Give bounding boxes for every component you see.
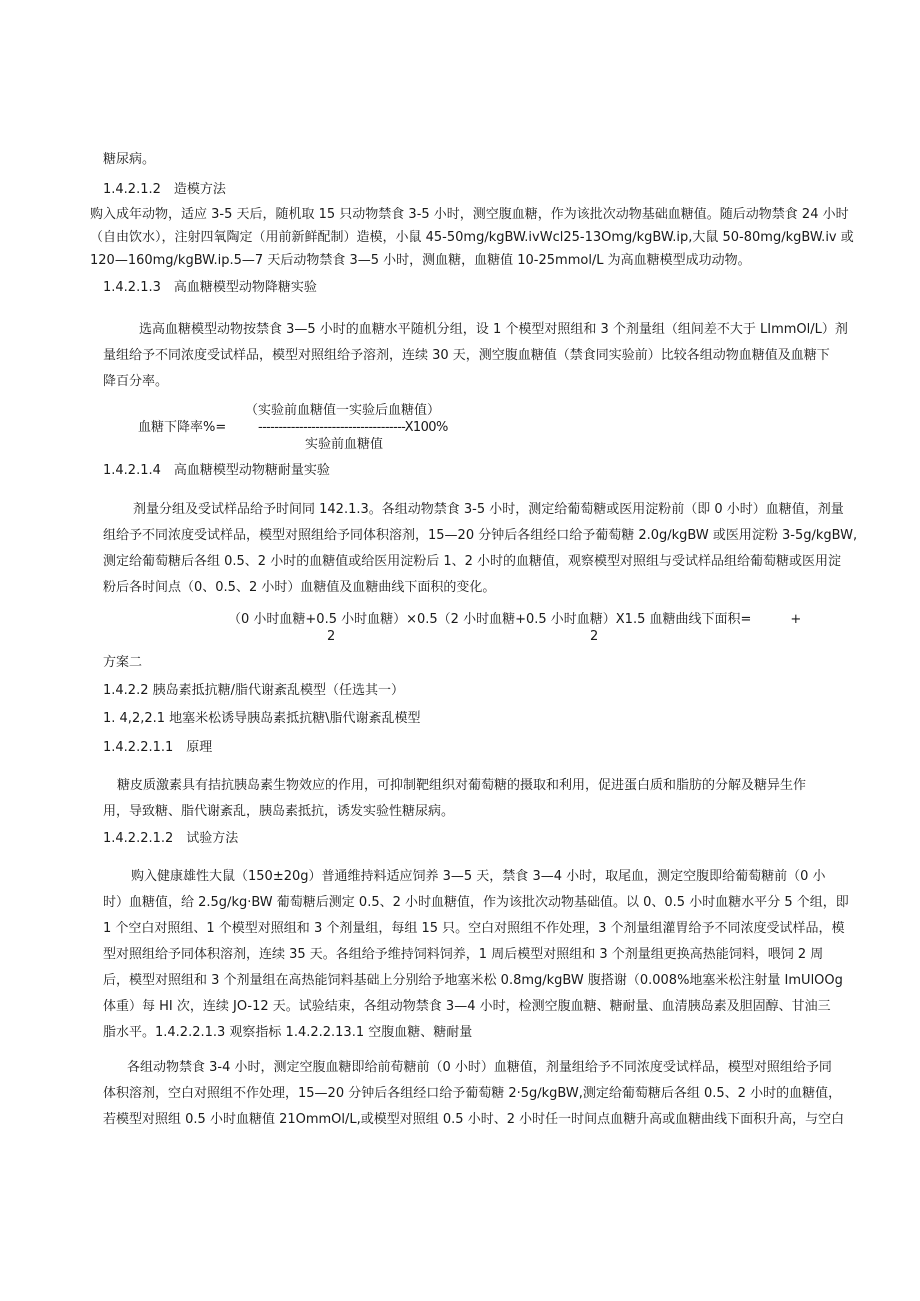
formula-denominator: 2: [327, 629, 336, 644]
formula-denominator: 2: [590, 629, 599, 644]
formula-denominator: 实验前血糖值: [305, 437, 384, 452]
text-line: （自由饮水），注射四氧陶定（用前新鲜配制）造模，小鼠 45-50mg∕kgBW.ivWcl25-13Omg∕kgBW.ip,大鼠 50-80mg∕kgBW.iv 或: [90, 230, 854, 245]
paragraph: [103, 864, 849, 1046]
text-line: 用，导致糖、脂代谢紊乱，胰岛素抵抗，诱发实验性糖尿病。: [103, 804, 455, 819]
text-line: 购入健康雄性大鼠（150±20g）普通维持料适应饲养 3—5 天，禁食 3—4 小时，取尾血，测定空腹即给葡萄糖前（0 小: [131, 869, 826, 884]
text-line: 各组动物禁食 3-4 小时，测定空腹血糖即给前荀糖前（0 小时）血糖值，剂量组给予不同浓度受试样品，模型对照组给予同: [127, 1060, 832, 1075]
text-line: 剂量分组及受试样品给予时间同 142.1.3。各组动物禁食 3-5 小时，测定给葡萄糖或医用淀粉前（即 0 小时）血糖值，剂量: [133, 502, 844, 517]
text-line: 时）血糖值，给 2.5g∕kg·BW 葡萄糖后测定 0.5、2 小时血糖值，作为该批次动物基础值。以 0、0.5 小时血糖水平分 5 个组，即: [103, 895, 849, 910]
text-line: 1 个空白对照组、1 个模型对照组和 3 个剂量组，每组 15 只。空白对照组不作处理，3 个剂量组灌胃给予不同浓度受试样品，模: [103, 921, 845, 936]
formula-label: 血糖下降率%=: [138, 420, 227, 435]
text-line: 若模型对照组 0.5 小时血糖值 21OmmOl/L,或模型对照组 0.5 小时、2 小时任一时间点血糖升高或血糖曲线下面积升高，与空白: [103, 1112, 845, 1127]
text-line: 测定给葡萄糖后各组 0.5、2 小时的血糖值或给医用淀粉后 1、2 小时的血糖值，观察模型对照组与受试样品组给葡萄糖或医用淀: [103, 554, 842, 569]
text-line: 选高血糖模型动物按禁食 3—5 小时的血糖水平随机分组，设 1 个模型对照组和 3 个剂量组（组间差不大于 LImmOl/L）剂: [139, 322, 848, 337]
paragraph: [103, 497, 857, 601]
section-heading: 1.4.2.2.1.2 试验方法: [103, 831, 239, 846]
text-line: 体重）每 HI 次，连续 JO-12 天。试验结束，各组动物禁食 3—4 小时，检测空腹血糖、糖耐量、血清胰岛素及胆固醇、甘油三: [103, 999, 831, 1014]
formula-numerator: （实验前血糖值一实验后血糖值）: [245, 403, 441, 418]
text-line: 脂水平。1.4.2.2.1.3 观察指标 1.4.2.2.13.1 空腹血糖、糖耐量: [103, 1025, 473, 1040]
paragraph: [103, 1055, 844, 1133]
text-line: 降百分率。: [103, 374, 169, 389]
formula-fraction-line: ------------------------------------X100%: [258, 420, 448, 435]
section-heading: 1.4.2.1.2 造模方法: [103, 182, 226, 197]
paragraph: [103, 773, 806, 825]
text-line: 120—160mg∕kgBW.ip.5—7 天后动物禁食 3—5 小时，测血糖，血糖值 10-25mmol∕L 为高血糖模型成功动物。: [90, 253, 751, 268]
formula-line: （0 小时血糖+0.5 小时血糖）×0.5（2 小时血糖+0.5 小时血糖）X1.5 血糖曲线下面积= +: [228, 612, 802, 627]
section-heading: 1. 4,2,2.1 地塞米松诱导胰岛素抵抗糖\脂代谢紊乱模型: [103, 711, 421, 726]
text-line: 购入成年动物，适应 3-5 天后，随机取 15 只动物禁食 3-5 小时，测空腹血糖，作为该批次动物基础血糖值。随后动物禁食 24 小时: [90, 207, 849, 222]
paragraph: [103, 317, 848, 395]
section-heading: 1.4.2.1.4 高血糖模型动物糖耐量实验: [103, 463, 330, 478]
section-heading: 1.4.2.2.1.1 原理: [103, 740, 213, 755]
paragraph-fragment: 糖尿病。: [103, 152, 156, 167]
text-line: 后，模型对照组和 3 个剂量组在高热能饲料基础上分别给予地塞米松 0.8mg∕kgBW 腹搭谢（0.008%地塞米松注射量 ImUlOOg: [103, 973, 843, 988]
text-line: 型对照组给予同体积溶剂，连续 35 天。各组给予维持饲料饲养，1 周后模型对照组和 3 个剂量组更换高热能饲料，喂饲 2 周: [103, 947, 824, 962]
text-line: 组给予不同浓度受试样品，模型对照组给予同体积溶剂，15—20 分钟后各组经口给予葡萄糖 2.0g∕kgBW 或医用淀粉 3-5g∕kgBW,: [103, 528, 858, 543]
paragraph: [90, 203, 854, 272]
section-heading: 1.4.2.2 胰岛素抵抗糖/脂代谢紊乱模型（任选其一）: [103, 683, 404, 698]
text-line: 粉后各时间点（0、0.5、2 小时）血糖值及血糖曲线下面积的变化。: [103, 580, 496, 595]
text-line: 量组给予不同浓度受试样品，模型对照组给予溶剂，连续 30 天，测空腹血糖值（禁食同实验前）比较各组动物血糖值及血糖下: [103, 348, 830, 363]
text-line: 体积溶剂，空白对照组不作处理，15—20 分钟后各组经口给予葡萄糖 2·5g∕kgBW,测定给葡萄糖后各组 0.5、2 小时的血糖值，: [103, 1086, 842, 1101]
text-line: 糖皮质激素具有拮抗胰岛素生物效应的作用，可抑制靶组织对葡萄糖的摄取和利用，促进蛋白质和脂肪的分解及糖异生作: [117, 778, 807, 793]
section-heading: 方案二: [103, 655, 143, 670]
section-heading: 1.4.2.1.3 高血糖模型动物降糖实验: [103, 280, 317, 295]
